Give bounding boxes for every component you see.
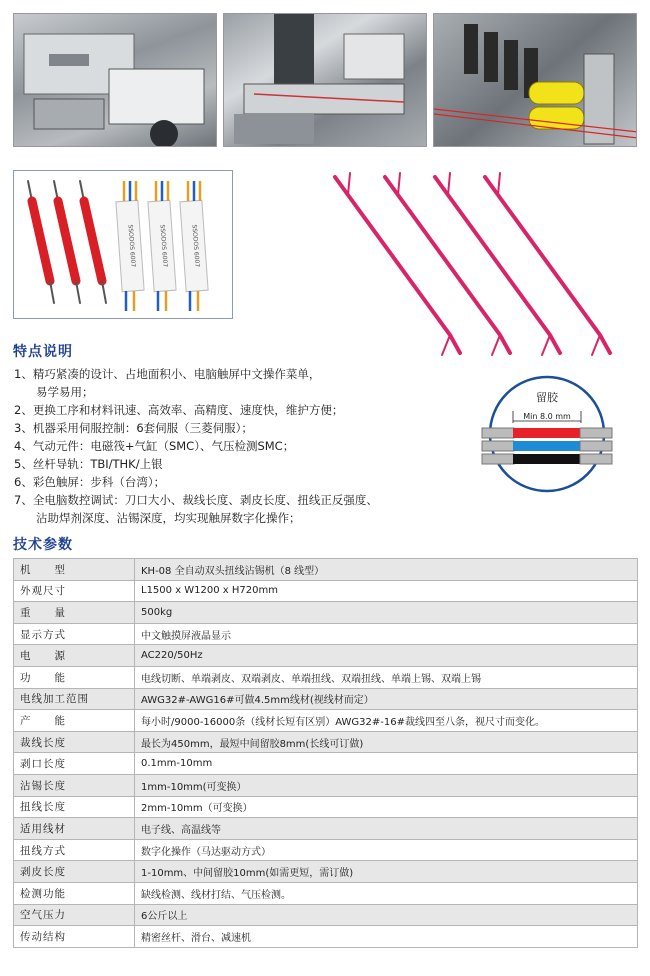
machine-photo-cutter: [223, 13, 427, 147]
spec-key: 裁线长度: [14, 731, 135, 753]
wire-samples-photo: [13, 170, 233, 319]
table-row: [14, 882, 638, 904]
spec-key: 沾锡长度: [14, 774, 135, 796]
feature-item: 1、精巧紧凑的设计、占地面积小、电脑触屏中文操作菜单，: [14, 367, 321, 381]
spec-value: 2mm-10mm（可变换）: [135, 796, 638, 818]
feature-item: 易学易用；: [36, 385, 94, 399]
specs-table: [13, 558, 638, 948]
table-row: [14, 559, 638, 581]
spec-key: 传动结构: [14, 926, 135, 948]
wire-label-3: SSODOS 6007: [190, 224, 201, 268]
table-row: [14, 774, 638, 796]
spec-key: 扭线方式: [14, 839, 135, 861]
spec-key: 剥口长度: [14, 753, 135, 775]
glue-label: 留胶: [536, 391, 558, 404]
table-row: [14, 753, 638, 775]
table-row: [14, 796, 638, 818]
spec-value: 0.1mm-10mm: [135, 753, 638, 775]
table-row: [14, 710, 638, 732]
spec-value: 电线切断、单端剥皮、双端剥皮、单端扭线、双端扭线、单端上锡、双端上锡: [135, 666, 638, 688]
feature-item: 6、彩色触屏：步科（台湾）；: [14, 475, 166, 489]
spec-key: 剥皮长度: [14, 861, 135, 883]
table-row: [14, 861, 638, 883]
spec-key: 功 能: [14, 666, 135, 688]
machine-photo-clamp: [13, 13, 217, 147]
spec-value: 500kg: [135, 602, 638, 624]
spec-key: 适用线材: [14, 818, 135, 840]
table-row: [14, 926, 638, 948]
spec-value: 电子线、高温线等: [135, 818, 638, 840]
table-row: [14, 731, 638, 753]
glue-min-label: Min 8.0 mm: [523, 412, 571, 421]
spec-key: 检测功能: [14, 882, 135, 904]
feature-item: 5、丝杆导轨：TBI/THK/上银: [14, 457, 163, 471]
spec-value: 1mm-10mm(可变换）: [135, 774, 638, 796]
spec-key: 产 能: [14, 710, 135, 732]
spec-key: 机 型: [14, 559, 135, 581]
spec-key: 电线加工范围: [14, 688, 135, 710]
wire-label-1: SSODOS 6007: [126, 224, 137, 268]
glue-diagram: [468, 375, 626, 493]
spec-key: 重 量: [14, 602, 135, 624]
feature-item: 3、机器采用伺服控制：6套伺服（三菱伺服）；: [14, 421, 253, 435]
spec-value: L1500 x W1200 x H720mm: [135, 580, 638, 602]
table-row: [14, 580, 638, 602]
feature-item: 4、气动元件：电磁筏+气缸（SMC）、气压检测SMC；: [14, 439, 295, 453]
table-row: [14, 688, 638, 710]
twisted-wires-illustration: [310, 165, 640, 360]
spec-key: 显示方式: [14, 623, 135, 645]
spec-key: 扭线长度: [14, 796, 135, 818]
spec-value: 6公斤以上: [135, 904, 638, 926]
table-row: [14, 602, 638, 624]
feature-item: 2、更换工序和材料讯速、高效率、高精度、速度快，维护方便；: [14, 403, 344, 417]
spec-key: 电 源: [14, 645, 135, 667]
feature-item: 沾助焊剂深度、沾锡深度，均实现触屏数字化操作；: [36, 511, 301, 525]
spec-value: AC220/50Hz: [135, 645, 638, 667]
spec-key: 空气压力: [14, 904, 135, 926]
table-row: [14, 839, 638, 861]
spec-value: 最长为450mm，最短中间留胶8mm(长线可订做): [135, 731, 638, 753]
spec-value: 缺线检测、线材打结、气压检测。: [135, 882, 638, 904]
wire-label-2: SSODOS 6007: [158, 224, 169, 268]
table-row: [14, 666, 638, 688]
spec-value: AWG32#-AWG16#可做4.5mm线材(视线材而定）: [135, 688, 638, 710]
table-row: [14, 818, 638, 840]
table-row: [14, 904, 638, 926]
features-list: [14, 365, 454, 527]
features-title: 特点说明: [13, 344, 73, 360]
machine-photo-twister: [433, 13, 637, 147]
feature-item: 7、全电脑数控调试：刀口大小、裁线长度、剥皮长度、扭线正反强度、: [14, 493, 378, 507]
spec-value: KH-08 全自动双头扭线沾锡机（8 线型）: [135, 559, 638, 581]
table-row: [14, 645, 638, 667]
spec-value: 精密丝杆、滑台、减速机: [135, 926, 638, 948]
spec-key: 外观尺寸: [14, 580, 135, 602]
spec-value: 数字化操作（马达驱动方式）: [135, 839, 638, 861]
table-row: [14, 623, 638, 645]
specs-title: 技术参数: [13, 537, 73, 553]
spec-value: 每小时/9000-16000条（线材长短有区别）AWG32#-16#裁线四至八条，视尺寸而变化。: [135, 710, 638, 732]
spec-value: 1-10mm、中间留胶10mm(如需更短，需订做): [135, 861, 638, 883]
spec-value: 中文触摸屏液晶显示: [135, 623, 638, 645]
